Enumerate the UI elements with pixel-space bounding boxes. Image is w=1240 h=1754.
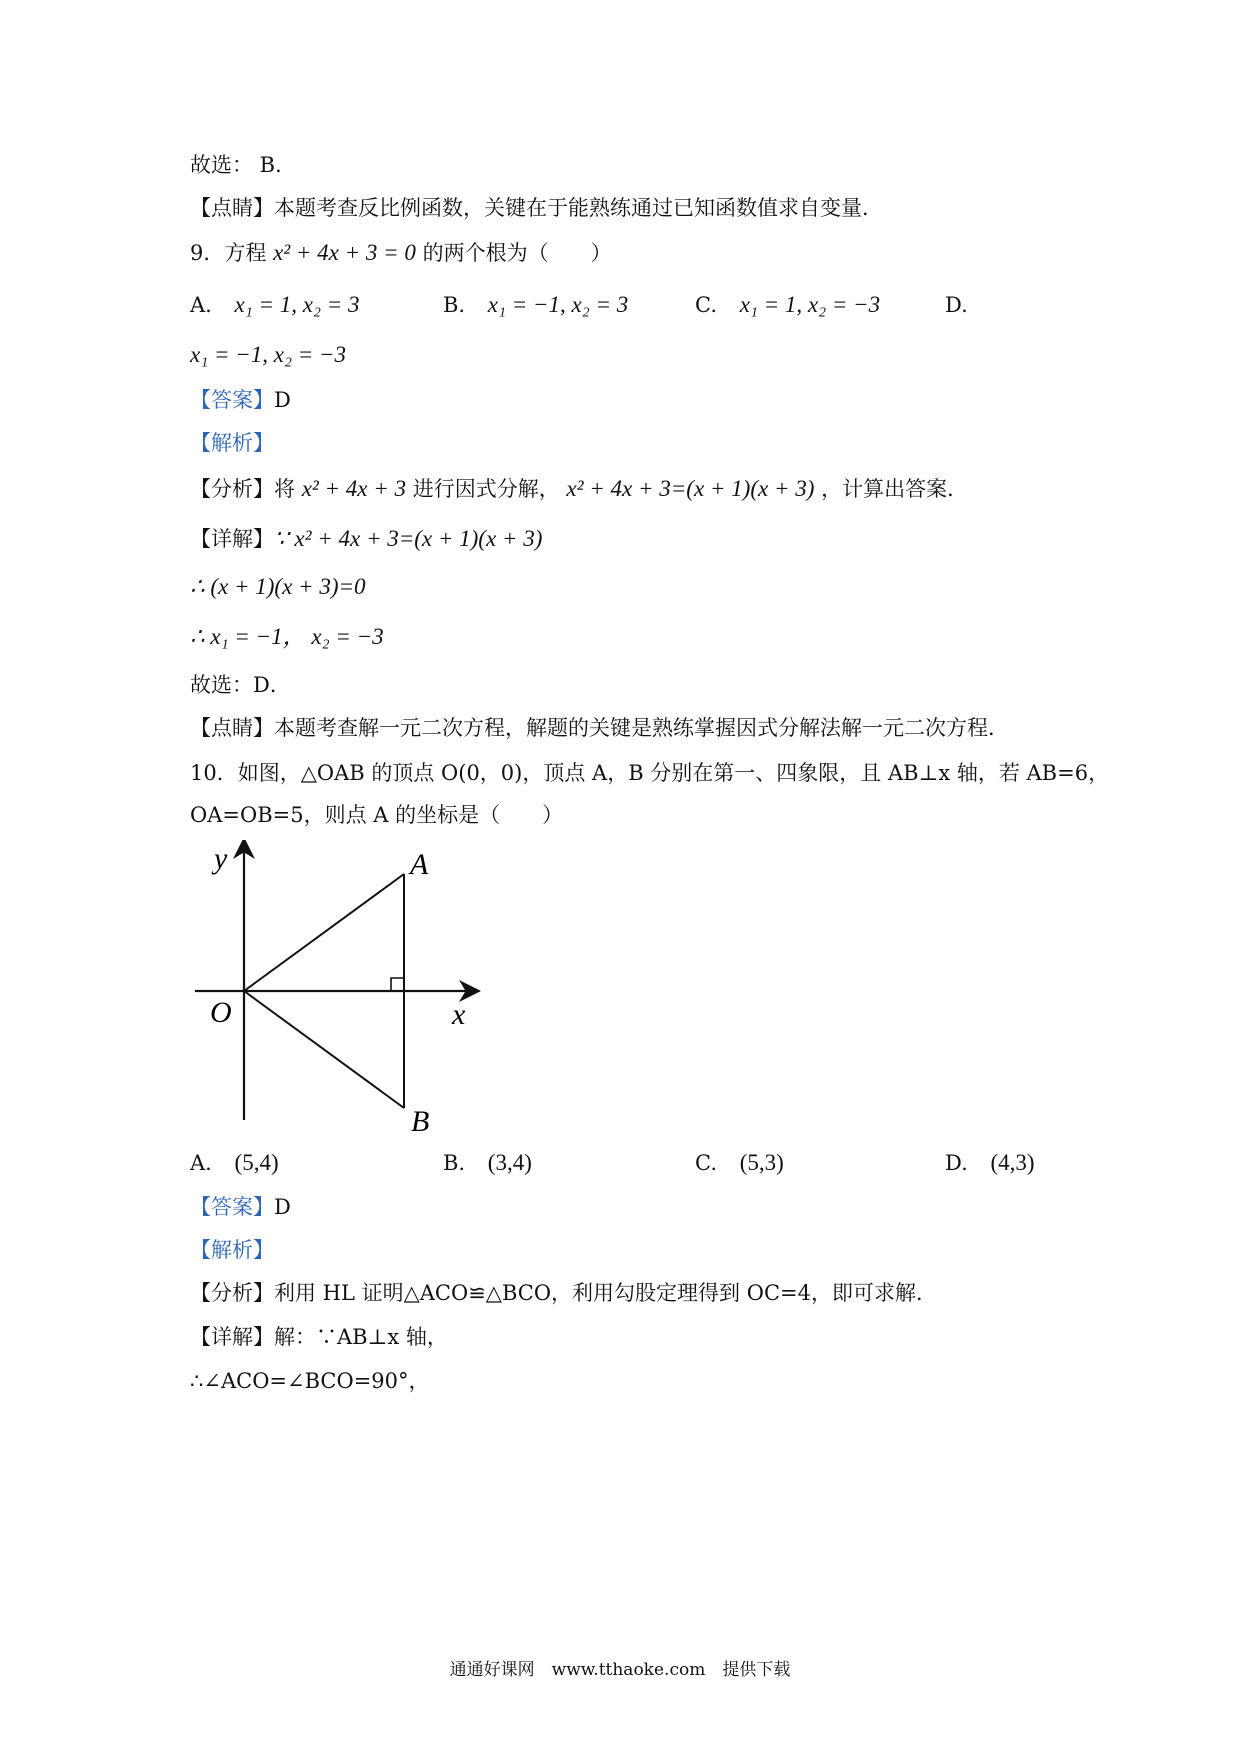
fenxi-equation: x² + 4x + 3=(x + 1)(x + 3) xyxy=(566,476,815,501)
q9-option-d-text xyxy=(190,340,346,370)
q9-option-letter: B. xyxy=(443,293,466,317)
fenxi-text: 将 xyxy=(274,477,295,501)
q9-option-text: x₁ = −1, x₂ = 3 xyxy=(487,292,629,317)
q9-analysis-label: 【解析】 xyxy=(190,431,274,455)
q10-stem-line2: OA=OB=5，则点 A 的坐标是（ ） xyxy=(190,803,564,827)
q9-detail-2: ∴ (x + 1)(x + 3)=0 xyxy=(190,574,366,599)
label-a: A xyxy=(410,848,429,881)
answer-value: D xyxy=(274,1195,291,1219)
q9-option-letter: A. xyxy=(190,293,212,317)
q10-detail-1: 【详解】解：∵AB⊥x 轴， xyxy=(190,1325,448,1349)
q10-option-text: (5,4) xyxy=(234,1150,279,1175)
fenxi-equation: x² + 4x + 3 xyxy=(301,476,407,501)
q9-option-letter: D. xyxy=(945,293,968,317)
q9-option-letter: C. xyxy=(695,293,717,317)
q10-analysis-label: 【解析】 xyxy=(190,1238,274,1262)
q10-option-d xyxy=(945,1148,1035,1178)
answer-value: D xyxy=(274,388,291,412)
q10-stem-line1: 10．如图，△OAB 的顶点 O(0，0)，顶点 A，B 分别在第一、四象限，且 AB⊥x 轴，若 AB=6， xyxy=(190,761,1110,785)
q10-fenxi: 【分析】利用 HL 证明△ACO≌△BCO，利用勾股定理得到 OC=4，即可求解． xyxy=(190,1281,937,1305)
q9-detail-3: ∴ x₁ = −1， x₂ = −3 xyxy=(190,624,384,649)
q9-option-d xyxy=(945,290,968,320)
label-x: x xyxy=(452,998,466,1031)
detail-label: 【详解】 xyxy=(190,527,274,551)
detail-equation: ∵ x² + 4x + 3=(x + 1)(x + 3) xyxy=(274,526,543,551)
segment-oa xyxy=(244,874,404,991)
q9-option-text: x₁ = −1, x₂ = −3 xyxy=(190,342,346,367)
q9-stem xyxy=(190,238,612,268)
q8-choice: 故选： B． xyxy=(190,153,297,177)
label-y: y xyxy=(214,842,228,875)
fenxi-text: ，计算出答案． xyxy=(821,477,969,501)
q10-answer xyxy=(190,1192,291,1222)
q10-option-b xyxy=(443,1148,532,1178)
page-footer: 通通好课网 www.tthaoke.com 提供下载 xyxy=(449,1660,791,1680)
q10-detail-2: ∴∠ACO=∠BCO=90°， xyxy=(190,1369,430,1393)
label-o: O xyxy=(210,996,232,1029)
q9-option-b xyxy=(443,290,628,320)
fenxi-text: 进行因式分解， xyxy=(412,477,560,501)
q9-stem-prefix: 9．方程 xyxy=(190,241,267,265)
q9-comment: 【点睛】本题考查解一元二次方程，解题的关键是熟练掌握因式分解法解一元二次方程． xyxy=(190,716,1009,740)
q10-option-letter: A. xyxy=(190,1151,212,1175)
q9-option-c xyxy=(695,290,880,320)
fenxi-label: 【分析】 xyxy=(190,477,274,501)
q9-option-a xyxy=(190,290,359,320)
q10-option-c xyxy=(695,1148,784,1178)
answer-label: 【答案】 xyxy=(190,388,274,412)
q10-option-text: (4,3) xyxy=(990,1150,1035,1175)
q10-option-letter: C. xyxy=(695,1151,717,1175)
q10-option-text: (3,4) xyxy=(487,1150,532,1175)
q10-option-a xyxy=(190,1148,279,1178)
q9-stem-suffix: 的两个根为（ ） xyxy=(422,241,612,265)
segment-ob xyxy=(244,991,404,1108)
q9-stem-equation: x² + 4x + 3 = 0 xyxy=(273,240,416,265)
answer-label: 【答案】 xyxy=(190,1195,274,1219)
label-b: B xyxy=(411,1105,430,1138)
q9-choice: 故选：D． xyxy=(190,673,291,697)
q9-option-text: x₁ = 1, x₂ = −3 xyxy=(739,292,881,317)
q10-figure xyxy=(180,840,500,1140)
q9-detail-1 xyxy=(190,524,542,554)
q9-option-text: x₁ = 1, x₂ = 3 xyxy=(234,292,360,317)
q10-option-letter: D. xyxy=(945,1151,968,1175)
q9-answer xyxy=(190,385,291,415)
q9-fenxi xyxy=(190,474,968,504)
right-angle-mark xyxy=(391,978,404,991)
q8-comment: 【点睛】本题考查反比例函数，关键在于能熟练通过已知函数值求自变量． xyxy=(190,196,883,220)
q10-option-letter: B. xyxy=(443,1151,466,1175)
q10-option-text: (5,3) xyxy=(739,1150,784,1175)
